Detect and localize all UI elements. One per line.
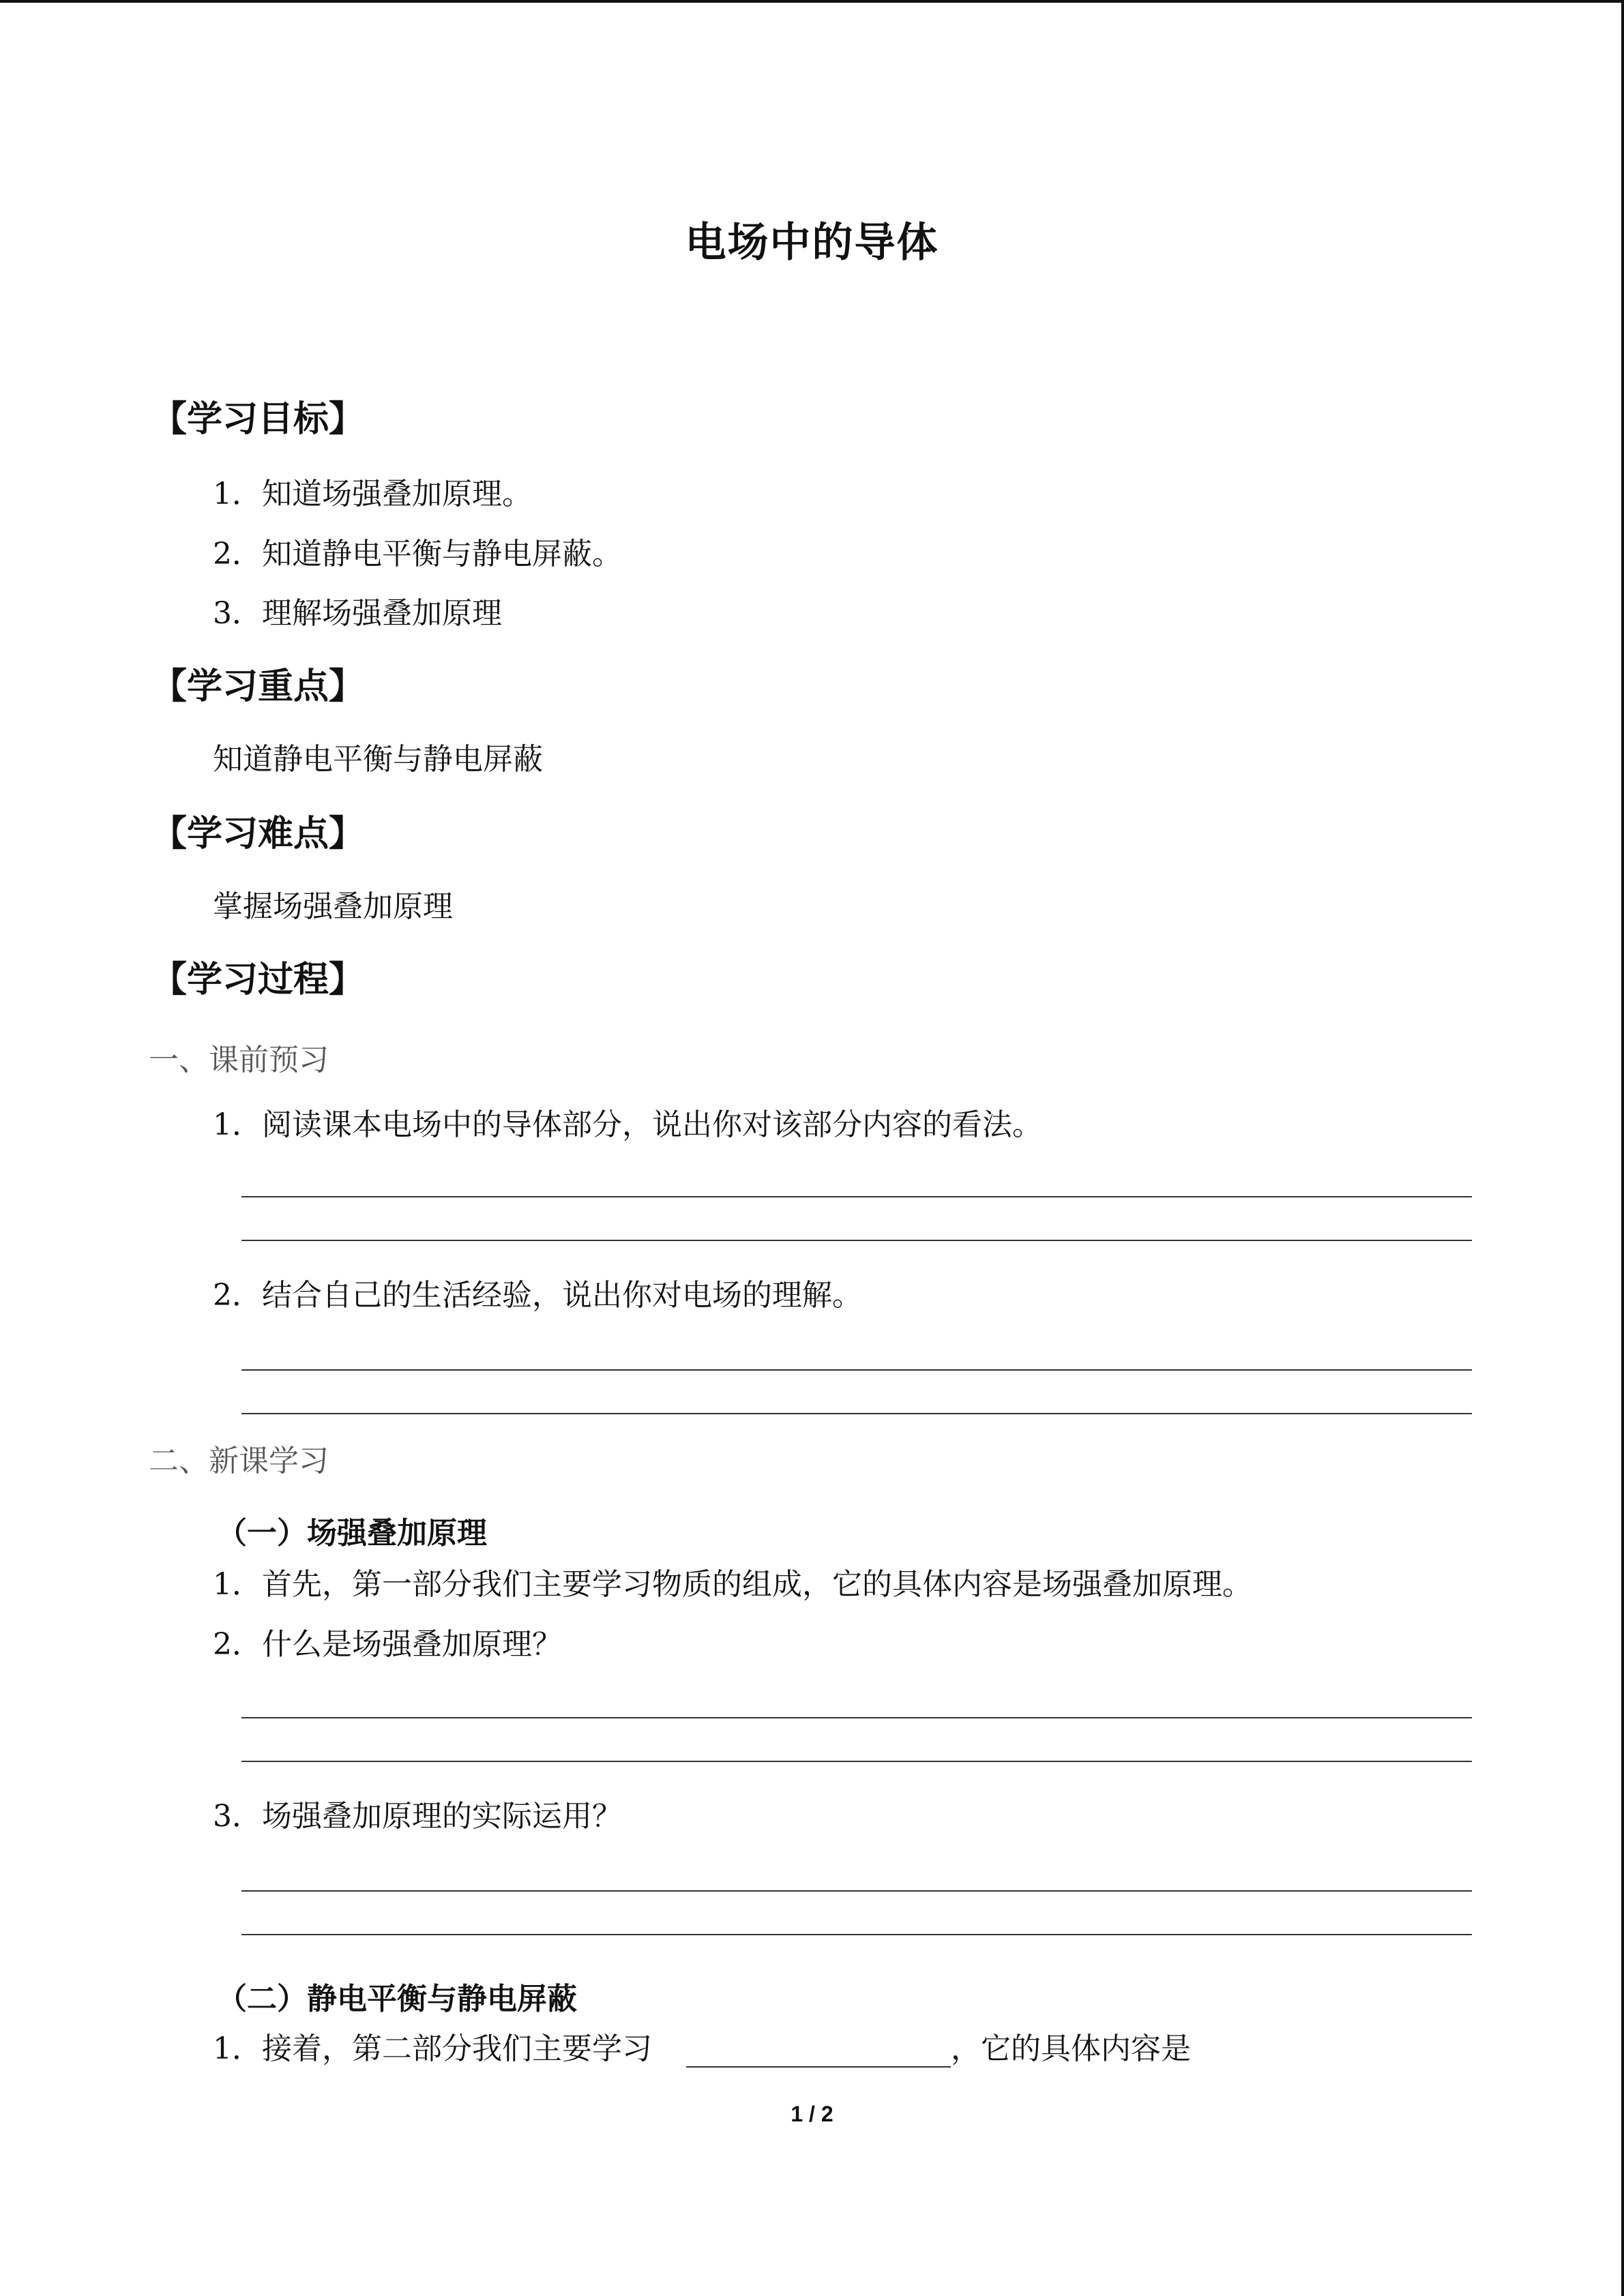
difficulties-text: 掌握场强叠加原理 [213,889,453,924]
part2-item-1-start: 1．接着，第二部分我们主要学习 [213,2031,652,2066]
part1-heading: （一）场强叠加原理 [217,1516,487,1551]
part1-item-1: 1．首先，第一部分我们主要学习物质的组成，它的具体内容是场强叠加原理。 [213,1567,1252,1602]
objective-item: 1．知道场强叠加原理。 [213,477,532,511]
preview-question-1: 1．阅读课本电场中的导体部分，说出你对该部分内容的看法。 [213,1107,1042,1142]
answer-line[interactable] [241,1717,1472,1718]
process-heading: 【学习过程】 [151,959,365,1000]
objective-item: 3．理解场强叠加原理 [213,596,502,631]
new-lesson-heading: 二、新课学习 [149,1444,329,1478]
preview-question-2: 2．结合自己的生活经验，说出你对电场的理解。 [213,1278,862,1313]
part2-heading: （二）静电平衡与静电屏蔽 [217,1982,577,2016]
page-title: 电场中的导体 [685,219,939,267]
difficulties-heading: 【学习难点】 [151,814,365,854]
preview-heading: 一、课前预习 [149,1043,329,1077]
page-border-top [0,0,1624,3]
objectives-heading: 【学习目标】 [151,399,365,440]
fill-in-blank[interactable] [686,2066,951,2068]
part1-item-3: 3．场强叠加原理的实际运用？ [213,1799,622,1834]
key-points-heading: 【学习重点】 [151,666,365,707]
answer-line[interactable] [241,1413,1472,1414]
key-points-text: 知道静电平衡与静电屏蔽 [213,742,543,777]
answer-line[interactable] [241,1240,1472,1241]
part2-item-1-end: ，它的具体内容是 [951,2031,1191,2066]
page-border-right [1621,0,1624,2296]
answer-line[interactable] [241,1369,1472,1371]
answer-line[interactable] [241,1196,1472,1197]
part1-item-2: 2．什么是场强叠加原理？ [213,1627,562,1662]
answer-line[interactable] [241,1761,1472,1762]
objective-item: 2．知道静电平衡与静电屏蔽。 [213,537,622,571]
page-number: 1 / 2 [791,2102,833,2126]
answer-line[interactable] [241,1934,1472,1935]
answer-line[interactable] [241,1890,1472,1892]
